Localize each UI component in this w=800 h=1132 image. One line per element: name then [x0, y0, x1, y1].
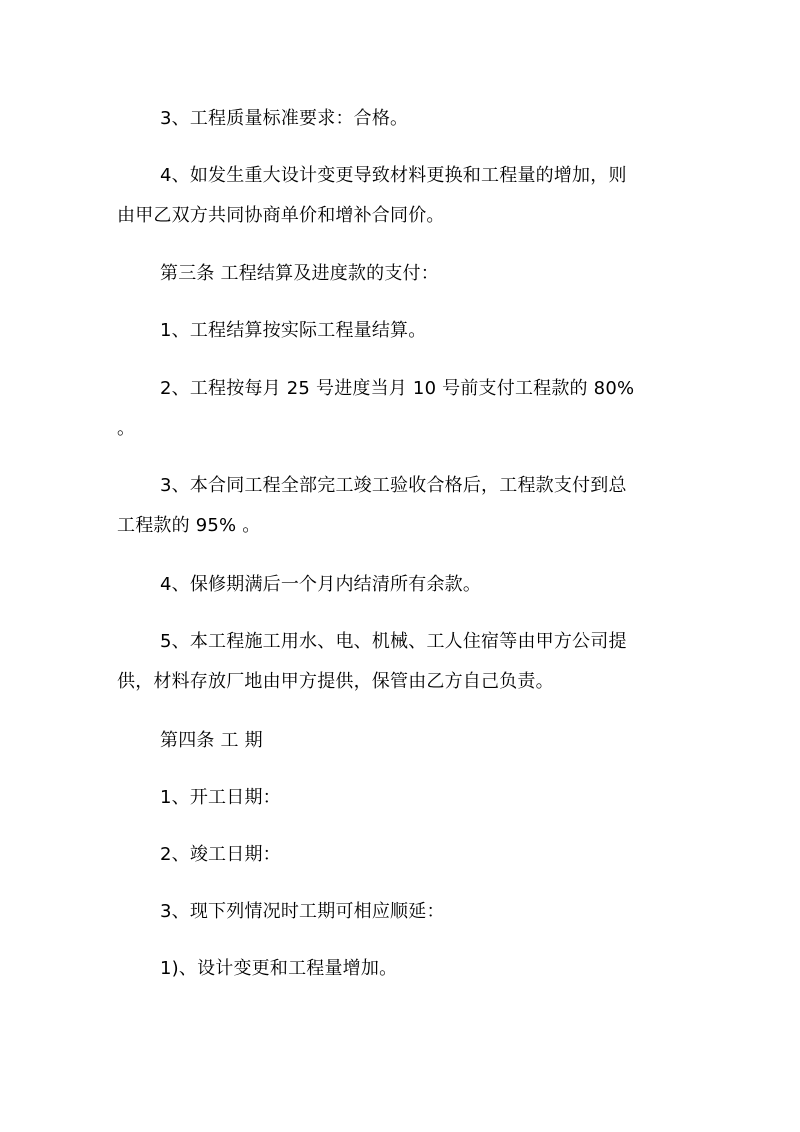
clause-quality-standard: [117, 99, 689, 139]
clause-start-date: [117, 778, 689, 818]
text-line: 。: [117, 418, 136, 439]
clause-completion-date: [117, 835, 689, 875]
text-line: 由甲乙双方共同协商单价和增补合同价。: [117, 205, 445, 226]
text-line: 第四条 工 期: [160, 730, 263, 751]
clause-extension-conditions: [117, 892, 689, 932]
text-line: 供，材料存放厂地由甲方提供，保管由乙方自己负责。: [117, 671, 554, 692]
clause-acceptance-payment: [117, 466, 689, 546]
clause-settlement: [117, 311, 689, 351]
clause-final-settlement: [117, 565, 689, 605]
text-line: 1、开工日期：: [160, 787, 281, 808]
article-four-heading: [117, 721, 689, 761]
text-line: 工程款的 95% 。: [117, 515, 261, 536]
text-line: 4、保修期满后一个月内结清所有余款。: [160, 574, 482, 595]
article-three-heading: [117, 254, 689, 294]
text-line: 1)、设计变更和工程量增加。: [160, 958, 398, 979]
clause-design-change-extension: [117, 949, 689, 989]
text-line: 2、竣工日期：: [160, 844, 281, 865]
text-line: 1、工程结算按实际工程量结算。: [160, 320, 427, 341]
clause-design-change: [117, 156, 689, 236]
clause-site-facilities: [117, 622, 689, 702]
text-line: 第三条 工程结算及进度款的支付：: [160, 263, 439, 284]
text-line: 4、如发生重大设计变更导致材料更换和工程量的增加，则: [160, 165, 627, 186]
clause-monthly-payment: [117, 369, 689, 449]
text-line: 3、工程质量标准要求：合格。: [160, 108, 409, 129]
text-line: 2、工程按每月 25 号进度当月 10 号前支付工程款的 80%: [160, 378, 635, 399]
text-line: 3、本合同工程全部完工竣工验收合格后，工程款支付到总: [160, 475, 627, 496]
text-line: 5、本工程施工用水、电、机械、工人住宿等由甲方公司提: [160, 631, 627, 652]
text-line: 3、现下列情况时工期可相应顺延：: [160, 901, 445, 922]
